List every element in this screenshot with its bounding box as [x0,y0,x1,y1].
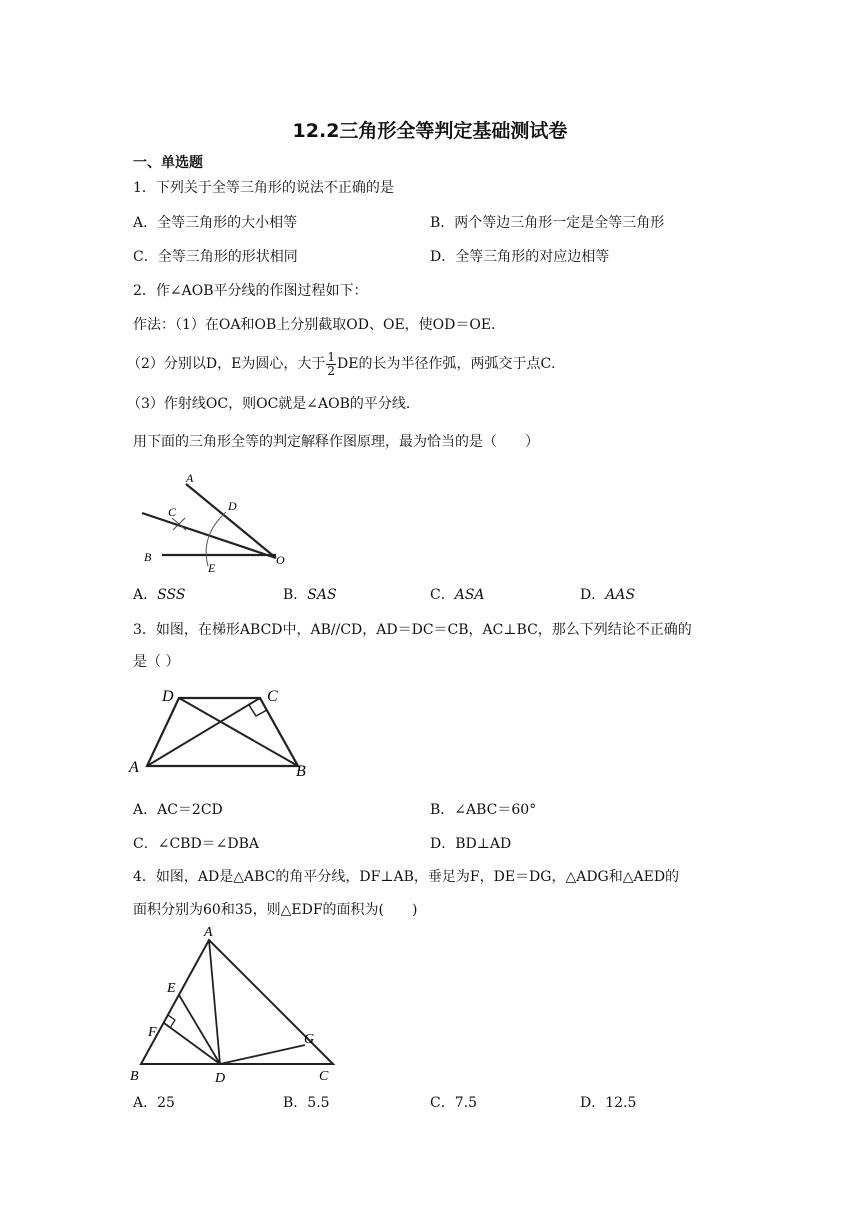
label-e: E [167,981,176,996]
q2-step1: 作法：（1）在OA和OB上分别截取OD、OE，使OD＝OE． [133,317,506,333]
q1-option-c: C．全等三角形的形状相同 [133,249,298,265]
q3-option-c: C．∠CBD＝∠DBA [133,836,260,852]
q1-option-a: A．全等三角形的大小相等 [133,215,298,231]
q4-option-b: B．5.5 [283,1095,330,1111]
ray-oa [186,484,276,558]
label-o: O [276,553,285,567]
q4-stem-line1: 4．如图，AD是△ABC的角平分线，DF⊥AB，垂足为F，DE＝DG，△ADG和△AED的 [133,869,680,885]
trapezoid-abcd [147,698,298,766]
q2-option-b-letter: B． [283,587,308,603]
label-f: F [148,1025,157,1040]
q2-option-a-letter: A． [133,587,158,603]
q2-option-d [580,586,635,604]
segment-df [164,1023,220,1064]
label-b: B [296,763,306,780]
q2-stem: 2．作∠AOB平分线的作图过程如下： [133,283,368,299]
q3-option-b: B．∠ABC＝60° [430,802,537,818]
section-heading: 一、单选题 [133,155,203,171]
fraction-numerator: 1 [327,349,335,364]
segment-ad [209,940,220,1064]
label-b: B [130,1069,139,1084]
label-a: A [204,925,213,940]
q2-step2-part1: （2）分别以D，E为圆心，大于 [127,356,326,372]
q2-option-b [283,586,337,604]
segment-de [179,995,220,1064]
label-d: D [215,1071,226,1084]
q4-option-d: D．12.5 [580,1095,637,1111]
label-a: A [186,471,194,485]
q1-option-d: D．全等三角形的对应边相等 [430,249,610,265]
q2-step2-part2: DE的长为半径作弧，两弧交于点C． [337,356,566,372]
label-c: C [168,505,177,519]
fraction-half [326,351,336,378]
q3-stem-line1: 3．如图，在梯形ABCD中，AB//CD，AD＝DC＝CB，AC⊥BC，那么下列结论不正确的 [133,622,692,638]
q4-option-c: C．7.5 [430,1095,477,1111]
q2-option-c-letter: C． [430,587,455,603]
label-g: G [304,1032,315,1047]
q3-option-d: D．BD⊥AD [430,836,512,852]
q3-trapezoid-figure [126,684,322,780]
q2-ask: 用下面的三角形全等的判定解释作图原理，最为恰当的是（ ） [133,434,539,450]
label-c: C [267,688,278,705]
q4-stem-line2: 面积分别为60和35，则△EDF的面积为( ) [133,902,418,918]
fraction-denominator: 2 [327,363,335,378]
page-title: 12.2三角形全等判定基础测试卷 [292,120,568,142]
label-b: B [144,550,152,564]
label-d: D [228,499,237,513]
q2-option-c-value: ASA [454,587,485,603]
label-d: D [162,688,174,705]
q4-triangle-figure [124,924,340,1084]
label-e: E [208,561,216,575]
q2-option-b-value: SAS [307,587,337,603]
q2-option-a [133,586,185,604]
label-a: A [129,759,139,776]
segment-dg [220,1045,305,1064]
q2-option-a-value: SSS [157,587,186,603]
q4-option-a: A．25 [133,1095,175,1111]
q3-option-a: A．AC＝2CD [133,802,223,818]
q2-step3: （3）作射线OC，则OC就是∠AOB的平分线． [127,396,420,412]
q2-angle-figure [128,466,298,578]
label-c: C [319,1069,329,1084]
q1-option-b: B．两个等边三角形一定是全等三角形 [430,215,665,231]
q2-option-c [430,586,485,604]
q2-option-d-letter: D． [580,587,606,603]
q2-option-d-value: AAS [605,587,636,603]
q1-stem: 1．下列关于全等三角形的说法不正确的是 [133,180,394,196]
q3-stem-line2: 是（ ） [133,654,180,670]
q2-step2 [127,348,565,380]
